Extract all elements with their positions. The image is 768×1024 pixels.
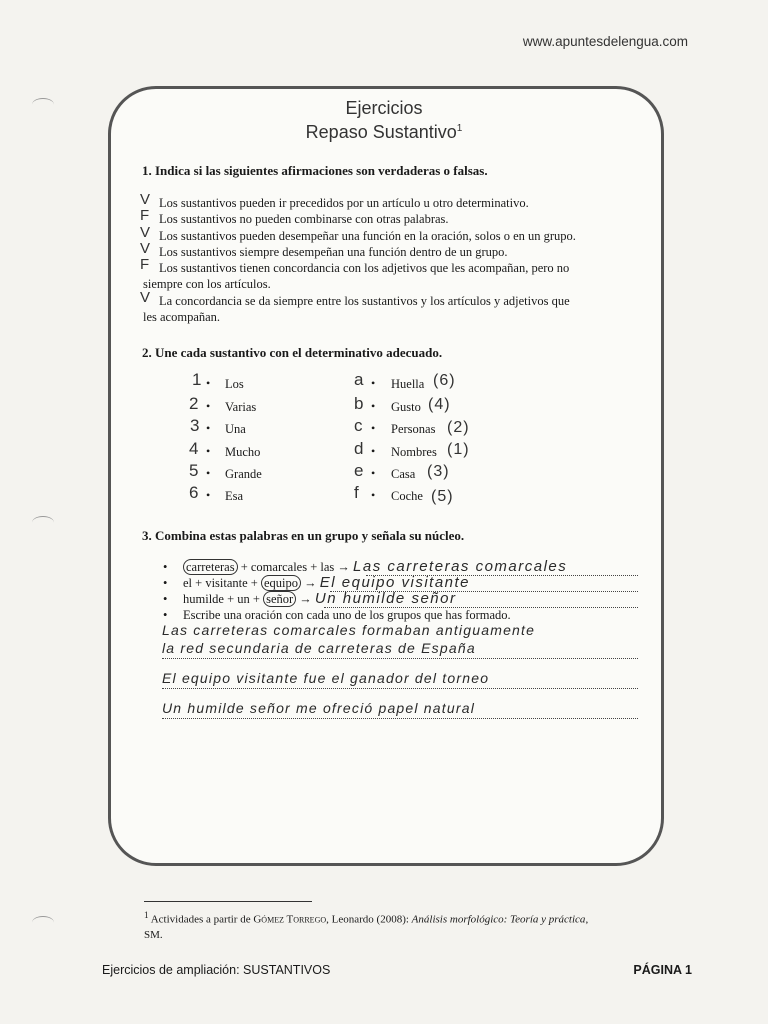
written-sentence: la red secundaria de carreteras de España [162, 640, 476, 656]
written-sentence: Un humilde señor me ofreció papel natural [162, 700, 476, 716]
nucleus-circled: señor [263, 591, 296, 607]
bullet: • [371, 421, 376, 435]
match-number: 3 [190, 416, 200, 435]
q1-statement: Los sustantivos tienen concordancia con los adjetivos que les acompañan, pero no [159, 261, 570, 275]
match-letter: a [354, 370, 364, 389]
match-letter: e [354, 461, 364, 480]
match-number: 1 [192, 370, 202, 389]
page-subtitle: Repaso Sustantivo$^1$ [305, 122, 463, 142]
combine-row: • el + visitante + equipo → El equipo visitante [163, 574, 471, 591]
q1-heading: 1. Indica si las siguientes afirmaciones son verdaderas o falsas. [142, 163, 488, 178]
q1-statement: Los sustantivos pueden desempeñar una función en la oración, solos o en un grupo. [159, 229, 576, 243]
q1-statement: La concordancia se da siempre entre los sustantivos y los artículos y adjetivos que [159, 294, 570, 308]
determiner-word: Una [225, 422, 246, 436]
match-number: 4 [189, 439, 199, 458]
determiner-word: Los [225, 377, 244, 391]
bullet: • [371, 466, 376, 480]
match-letter: d [354, 439, 364, 458]
match-letter: c [354, 416, 363, 435]
footnote-rule [144, 901, 312, 902]
q1-mark: F [140, 207, 150, 224]
match-number: 6 [189, 483, 199, 502]
written-sentence: Las carreteras comarcales formaban antiguamente [162, 622, 536, 638]
match-answer: (2) [447, 419, 470, 436]
binder-hole-mark [32, 516, 54, 529]
noun-word: Coche [391, 489, 423, 503]
q1-mark: V [140, 224, 151, 241]
q1-mark: V [140, 191, 151, 208]
match-number: 5 [189, 461, 199, 480]
page-title: Ejercicios [345, 98, 423, 118]
writing-line [162, 688, 638, 689]
bullet: • [206, 399, 211, 413]
bullet: • [206, 421, 211, 435]
match-answer: (4) [428, 396, 451, 413]
q3-heading: 3. Combina estas palabras en un grupo y señala su núcleo. [142, 528, 465, 543]
bullet: • [206, 444, 211, 458]
match-letter: f [354, 483, 359, 502]
match-letter: b [354, 394, 364, 413]
noun-word: Nombres [391, 445, 437, 459]
noun-word: Huella [391, 377, 425, 391]
noun-word: Personas [391, 422, 436, 436]
footnote-ref: 1 [456, 123, 463, 134]
bullet: • [371, 376, 376, 390]
bullet: • [371, 399, 376, 413]
determiner-word: Grande [225, 467, 262, 481]
determiner-word: Varias [225, 400, 257, 414]
match-answer: (6) [433, 372, 456, 389]
page-number: PÁGINA 1 [633, 963, 692, 977]
bullet: • [206, 466, 211, 480]
instruction-row: • Escribe una oración con cada uno de los grupos que has formado. [163, 608, 511, 622]
determiner-word: Mucho [225, 445, 261, 459]
combine-answer: Un humilde señor [314, 590, 457, 607]
bullet: • [371, 444, 376, 458]
noun-word: Gusto [391, 400, 421, 414]
combine-row: • carreteras + comarcales + las → Las carreteras comarcales [163, 558, 568, 575]
written-sentence: El equipo visitante fue el ganador del torneo [162, 670, 490, 686]
q1-statement: Los sustantivos siempre desempeñan una función dentro de un grupo. [159, 245, 508, 259]
bullet: • [371, 488, 376, 502]
header-url: www.apuntesdelengua.com [522, 34, 688, 49]
match-answer: (5) [431, 488, 454, 505]
nucleus-circled: carreteras [183, 559, 238, 575]
match-answer: (3) [427, 463, 450, 480]
match-answer: (1) [447, 441, 470, 458]
footer-title: Ejercicios de ampliación: SUSTANTIVOS [102, 963, 331, 977]
combine-answer: Las carreteras comarcales [353, 558, 568, 575]
writing-line [162, 718, 638, 719]
bullet: • [206, 488, 211, 502]
q1-mark: V [140, 289, 151, 306]
q1-mark: F [140, 256, 150, 273]
binder-hole-mark [32, 98, 54, 111]
noun-word: Casa [391, 467, 416, 481]
match-number: 2 [189, 394, 199, 413]
q1-statement-cont: siempre con los artículos. [143, 277, 271, 291]
writing-line [162, 658, 638, 659]
nucleus-circled: equipo [261, 575, 301, 591]
q1-statement-cont: les acompañan. [143, 310, 221, 324]
q2-heading: 2. Une cada sustantivo con el determinativo adecuado. [142, 345, 443, 360]
q1-mark: V [140, 240, 151, 257]
q1-statement: Los sustantivos no pueden combinarse con otras palabras. [159, 212, 449, 226]
determiner-word: Esa [225, 489, 244, 503]
q1-statement: Los sustantivos pueden ir precedidos por un artículo u otro determinativo. [159, 196, 529, 210]
footnote: $^1$ Actividades a partir de Gómez Torrego, Leonardo (2008): Análisis morfológico: Teoría y práctica, SM. [144, 910, 589, 941]
combine-answer: El equipo visitante [319, 574, 471, 591]
bullet: • [206, 376, 211, 390]
combine-row: • humilde + un + señor → Un humilde señor [163, 590, 457, 607]
binder-hole-mark [32, 916, 54, 929]
